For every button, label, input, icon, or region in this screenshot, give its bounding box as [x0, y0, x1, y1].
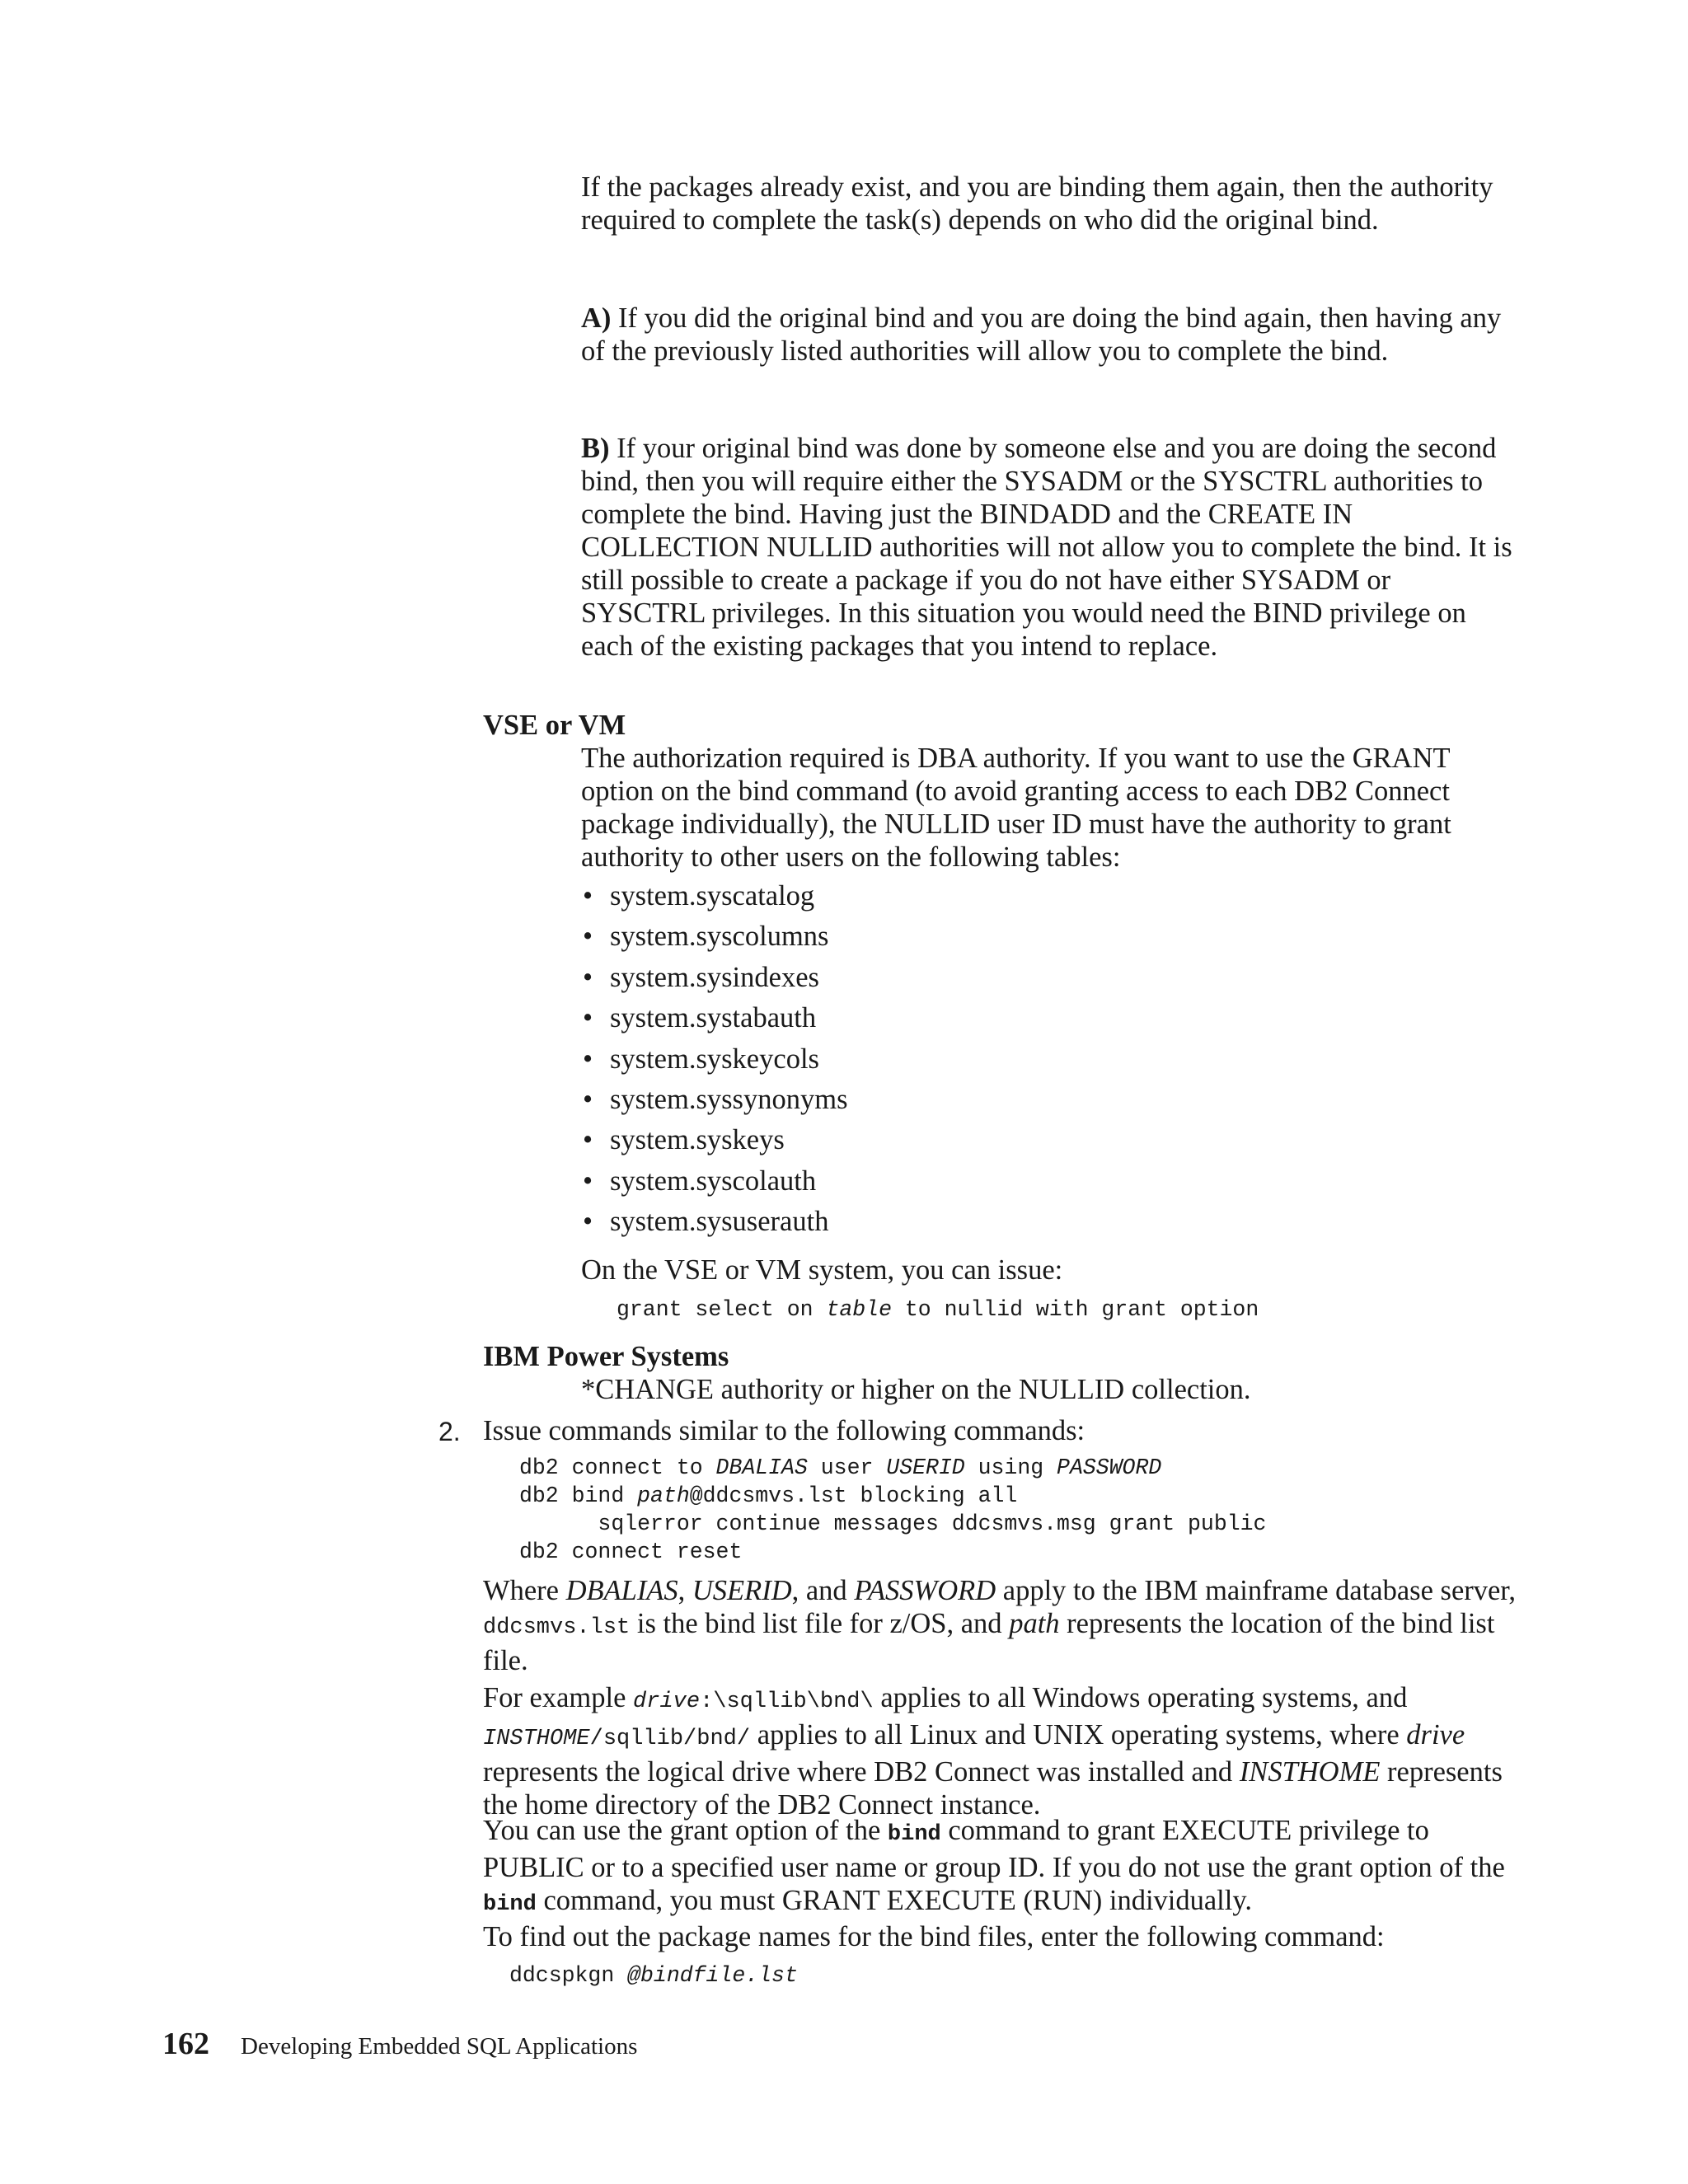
list-item: • system.syscolauth [583, 1165, 817, 1197]
list-item: • system.sysuserauth [583, 1206, 829, 1238]
case-b-label: B) [581, 433, 610, 464]
bullet-icon: • [583, 921, 593, 953]
case-b-paragraph [581, 432, 1521, 663]
vse-vm-term: VSE or VM [483, 710, 626, 741]
bullet-icon: • [583, 1083, 593, 1115]
system-tables-list [581, 879, 848, 1246]
ibm-power-term: IBM Power Systems [483, 1341, 729, 1372]
list-item: • system.sysindexes [583, 961, 819, 993]
bullet-icon: • [583, 1124, 593, 1156]
bullet-icon: • [583, 1002, 593, 1034]
find-packages-text: To find out the package names for the bind files, enter the following command: [483, 1921, 1385, 1952]
bullet-icon: • [583, 1043, 593, 1075]
case-a-label: A) [581, 302, 612, 334]
list-item: • system.syskeycols [583, 1043, 819, 1075]
ibm-power-description: *CHANGE authority or higher on the NULLID collection. [581, 1374, 1251, 1405]
ddcspkgn-code-block: ddcspkgn @bindfile.lst [509, 1963, 798, 1988]
step-2-text: Issue commands similar to the following commands: [483, 1415, 1085, 1446]
page-number: 162 [162, 2027, 209, 2061]
case-a-paragraph [581, 302, 1521, 368]
grant-option-paragraph: You can use the grant option of the bind command to grant EXECUTE privilege to PUBLIC or to a specified user name or group ID. If you do not use the grant option of the bind command, you must GRANT EXECUTE (RUN) individually. [483, 1815, 1505, 1917]
where-paragraph: Where DBALIAS, USERID, and PASSWORD apply to the IBM mainframe database server, ddcsmvs.lst is the bind list file for z/OS, and path represents the location of the bind list file. [483, 1575, 1517, 1676]
intro-paragraph: If the packages already exist, and you are binding them again, then the authority required to complete the task(s) depends on who did the original bind. [581, 171, 1493, 236]
vse-vm-description: The authorization required is DBA authority. If you want to use the GRANT option on the bind command (to avoid granting access to each DB2 Connect package individually), the NULLID user ID must have the authority to grant authority to other users on the following tables: [581, 743, 1451, 873]
grant-code-block: grant select on table to nullid with grant option [617, 1297, 1259, 1322]
bullet-icon: • [583, 1165, 593, 1197]
list-item: • system.syscatalog [583, 880, 815, 912]
bullet-icon: • [583, 1206, 593, 1238]
example-paragraph: For example drive:\sqllib\bnd\ applies to all Windows operating systems, and INSTHOME/sqllib/bnd/ applies to all Linux and UNIX operating systems, where drive represents the logical drive where DB2 Connect was installed and INSTHOME represents the home directory of the DB2 Connect instance. [483, 1682, 1503, 1821]
list-item: • system.syssynonyms [583, 1083, 848, 1115]
case-a-text: If you did the original bind and you are doing the bind again, then having any of the previously listed authorities will allow you to complete the bind. [581, 302, 1502, 367]
book-title: Developing Embedded SQL Applications [241, 2033, 638, 2060]
list-item: • system.syscolumns [583, 921, 829, 953]
vse-issue-text: On the VSE or VM system, you can issue: [581, 1254, 1063, 1286]
list-item: • system.systabauth [583, 1002, 817, 1034]
bullet-icon: • [583, 961, 593, 993]
bullet-icon: • [583, 880, 593, 912]
step-number: 2. [438, 1417, 461, 1446]
bind-code-block: db2 connect to DBALIAS user USERID using PASSWORD db2 bind path@ddcsmvs.lst blocking all sqlerror continue messages ddcsmvs.msg grant public db2 connect reset [519, 1455, 1267, 1564]
case-b-text: If your original bind was done by someone else and you are doing the second bind, then you will require either the SYSADM or the SYSCTRL authorities to complete the bind. Having just the BINDADD and the CREATE IN COLLECTION NULLID authorities will not allow you to complete the bind. It is still possible to create a package if you do not have either SYSADM or SYSCTRL privileges. In this situation you would need the BIND privilege on each of the existing packages that you intend to replace. [581, 433, 1512, 662]
list-item: • system.syskeys [583, 1124, 785, 1156]
